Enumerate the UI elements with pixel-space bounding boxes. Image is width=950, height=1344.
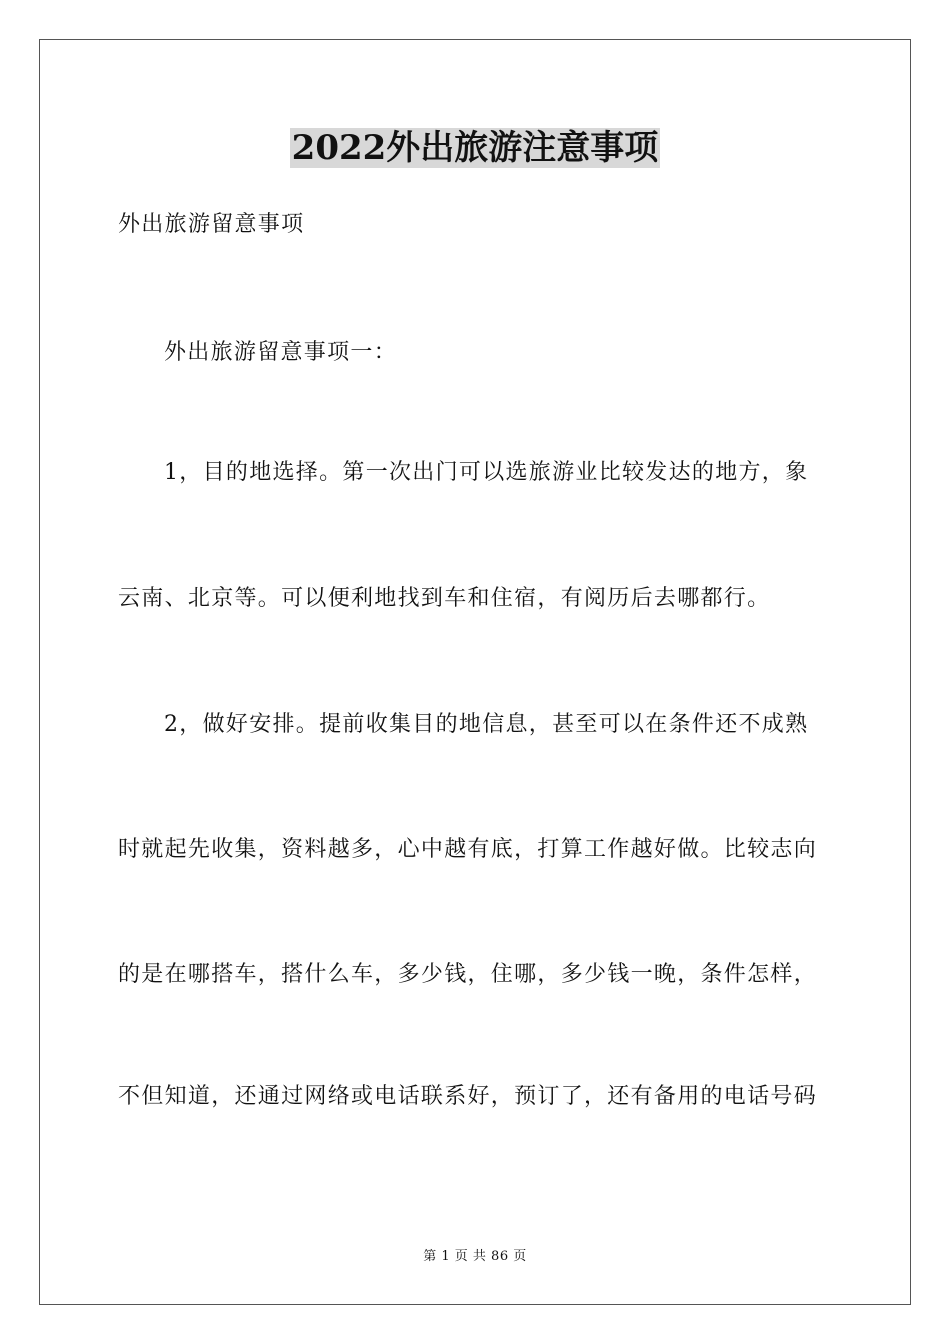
paragraph-line: 的是在哪搭车，搭什么车，多少钱，住哪，多少钱一晚，条件怎样， [118, 962, 818, 987]
paragraph-line: 2，做好安排。提前收集目的地信息，甚至可以在条件还不成熟 [164, 712, 809, 737]
paragraph-line: 时就起先收集，资料越多，心中越有底，打算工作越好做。比较志向 [118, 837, 818, 862]
document-title-text: 2022外出旅游注意事项 [291, 128, 659, 168]
page-footer: 第 1 页 共 86 页 [423, 1249, 527, 1264]
paragraph-line: 云南、北京等。可以便利地找到车和住宿，有阅历后去哪都行。 [118, 586, 771, 611]
document-title [0, 128, 950, 168]
subsection-heading: 外出旅游留意事项一： [164, 340, 398, 365]
paragraph-line: 不但知道，还通过网络或电话联系好，预订了，还有备用的电话号码 [118, 1084, 818, 1109]
section-heading: 外出旅游留意事项 [118, 212, 305, 237]
paragraph-line: 1，目的地选择。第一次出门可以选旅游业比较发达的地方，象 [164, 460, 809, 485]
